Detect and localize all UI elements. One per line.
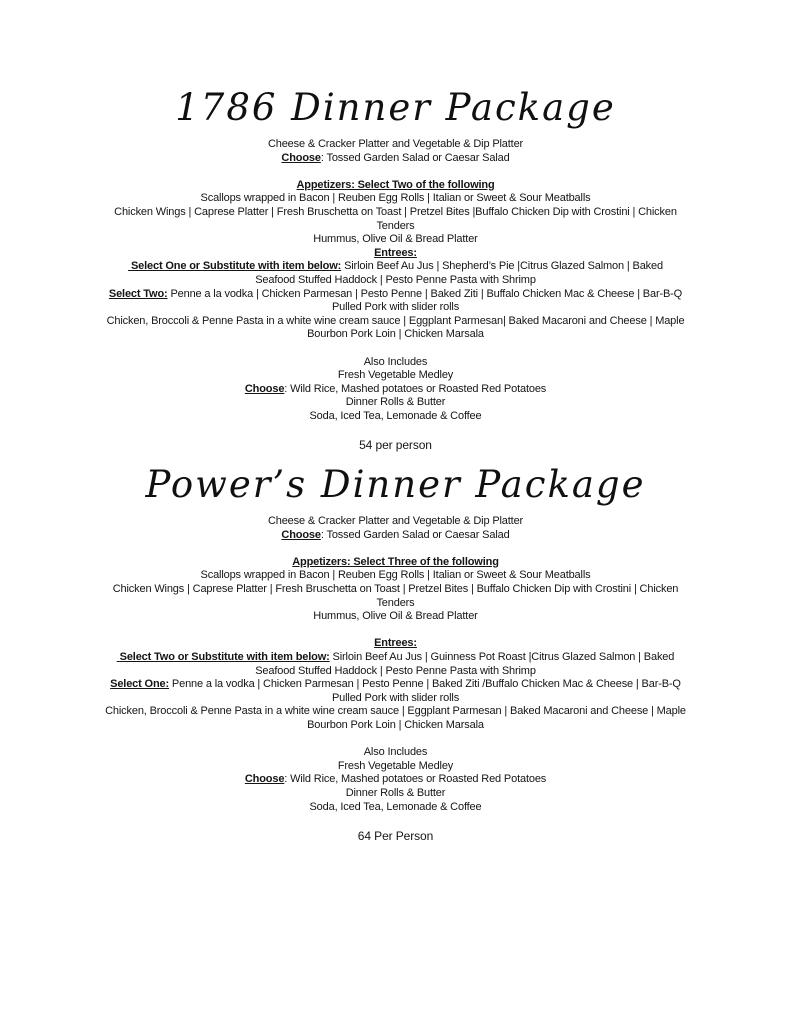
- menu-text: Soda, Iced Tea, Lemonade & Coffee: [309, 800, 482, 813]
- menu-line: [80, 315, 711, 329]
- menu-heading-text: Appetizers: Select Two of the following: [296, 178, 495, 191]
- menu-text: Seafood Stuffed Haddock | Pesto Penne Pasta with Shrimp: [255, 273, 536, 286]
- menu-line: [80, 369, 711, 383]
- menu-line: [80, 260, 711, 274]
- menu-heading-text: Select One:: [110, 678, 170, 691]
- menu-text: Also Includes: [363, 746, 428, 759]
- dinner-package: [80, 461, 711, 844]
- package-price: 64 Per Person: [357, 828, 434, 843]
- menu-line: [80, 247, 711, 261]
- menu-line: [80, 597, 711, 611]
- menu-line: [80, 288, 711, 302]
- menu-line: [80, 152, 711, 166]
- menu-line: [80, 356, 711, 370]
- blank-line: [80, 342, 711, 356]
- menu-text: Scallops wrapped in Bacon | Reuben Egg Rolls | Italian or Sweet & Sour Meatballs: [200, 569, 591, 582]
- menu-line: [80, 138, 711, 152]
- menu-heading-text: Entrees:: [374, 637, 417, 650]
- blank-line: [80, 165, 711, 179]
- menu-heading-text: Appetizers: Select Three of the following: [292, 555, 499, 568]
- menu-line: [80, 192, 711, 206]
- dinner-package: [80, 84, 711, 453]
- blank-line: [80, 542, 711, 556]
- menu-text: : Tossed Garden Salad or Caesar Salad: [320, 151, 510, 164]
- menu-line: [80, 583, 711, 597]
- menu-text: Scallops wrapped in Bacon | Reuben Egg Rolls | Italian or Sweet & Sour Meatballs: [200, 192, 591, 205]
- menu-line: [80, 637, 711, 651]
- menu-text: Seafood Stuffed Haddock | Pesto Penne Pasta with Shrimp: [255, 664, 536, 677]
- menu-text: Chicken, Broccoli & Penne Pasta in a white wine cream sauce | Eggplant Parmesan | Baked Macaroni and Cheese | Maple: [105, 705, 686, 718]
- menu-text: : Tossed Garden Salad or Caesar Salad: [320, 528, 510, 541]
- menu-line: [80, 220, 711, 234]
- menu-line: [80, 773, 711, 787]
- menu-text: Fresh Vegetable Medley: [337, 369, 454, 382]
- blank-line: [80, 733, 711, 747]
- menu-text: Dinner Rolls & Butter: [345, 396, 446, 409]
- menu-line: [80, 746, 711, 760]
- menu-text: Cheese & Cracker Platter and Vegetable & Dip Platter: [267, 515, 524, 528]
- menu-text: : Wild Rice, Mashed potatoes or Roasted Red Potatoes: [284, 773, 547, 786]
- menu-text: Sirloin Beef Au Jus | Shepherd’s Pie |Citrus Glazed Salmon | Baked: [341, 260, 663, 273]
- menu-line: [80, 705, 711, 719]
- package-title: Power’s Dinner Package: [145, 463, 646, 507]
- menu-text: Chicken Wings | Caprese Platter | Fresh Bruschetta on Toast | Pretzel Bites |Buffalo Chicken Dip with Crostini | Chicken: [114, 205, 677, 218]
- menu-line: [80, 383, 711, 397]
- menu-heading-text: Entrees:: [374, 246, 417, 259]
- package-price: 54 per person: [359, 438, 432, 453]
- menu-line: [80, 179, 711, 193]
- menu-text: Tenders: [376, 219, 415, 232]
- menu-text: Bourbon Pork Loin | Chicken Marsala: [307, 718, 484, 731]
- blank-line: [80, 814, 711, 828]
- menu-line: [80, 410, 711, 424]
- menu-line: [80, 233, 711, 247]
- package-title: 1786 Dinner Package: [175, 86, 616, 129]
- blank-line: [80, 423, 711, 437]
- menu-line: [80, 651, 711, 665]
- menu-line: [80, 692, 711, 706]
- menu-text: : Wild Rice, Mashed potatoes or Roasted Red Potatoes: [284, 382, 547, 395]
- menu-line: [80, 396, 711, 410]
- menu-heading-text: Select One or Substitute with item below:: [128, 260, 342, 273]
- menu-text: Dinner Rolls & Butter: [345, 786, 446, 799]
- menu-line: [80, 328, 711, 342]
- packages-container: [80, 84, 711, 844]
- menu-text: Fresh Vegetable Medley: [337, 759, 454, 772]
- menu-line: [80, 610, 711, 624]
- menu-text: Cheese & Cracker Platter and Vegetable & Dip Platter: [267, 138, 524, 150]
- menu-line: [80, 569, 711, 583]
- menu-heading-text: Choose: [244, 382, 285, 395]
- menu-text: Chicken Wings | Caprese Platter | Fresh Bruschetta on Toast | Pretzel Bites | Buffalo Chicken Dip with Crostini | Chicken: [112, 583, 679, 596]
- menu-text: Pulled Pork with slider rolls: [331, 691, 460, 704]
- menu-heading-text: Choose: [244, 773, 285, 786]
- menu-text: Also Includes: [363, 355, 428, 368]
- menu-text: Tenders: [376, 596, 415, 609]
- menu-line: [80, 301, 711, 315]
- menu-line: [80, 529, 711, 543]
- menu-line: [80, 515, 711, 529]
- menu-line: [80, 556, 711, 570]
- menu-text: Sirloin Beef Au Jus | Guinness Pot Roast |Citrus Glazed Salmon | Baked: [329, 651, 675, 663]
- menu-line: [80, 678, 711, 692]
- menu-text: Soda, Iced Tea, Lemonade & Coffee: [309, 409, 482, 422]
- menu-heading-text: Select Two:: [108, 287, 168, 300]
- menu-line: [80, 760, 711, 774]
- menu-line: [80, 787, 711, 801]
- menu-text: Penne a la vodka | Chicken Parmesan | Pesto Penne | Baked Ziti /Buffalo Chicken Mac & Cheese | Bar-B-Q: [169, 678, 681, 691]
- blank-line: [80, 624, 711, 638]
- menu-heading-text: Choose: [281, 528, 321, 541]
- menu-line: [80, 274, 711, 288]
- menu-line: [80, 801, 711, 815]
- menu-line: [80, 719, 711, 733]
- menu-text: Penne a la vodka | Chicken Parmesan | Pesto Penne | Baked Ziti | Buffalo Chicken Mac & Cheese | Bar-B-Q: [167, 287, 683, 300]
- menu-text: Hummus, Olive Oil & Bread Platter: [313, 233, 478, 246]
- menu-heading-text: Select Two or Substitute with item below:: [116, 651, 330, 663]
- menu-line: [80, 206, 711, 220]
- menu-text: Bourbon Pork Loin | Chicken Marsala: [307, 328, 484, 341]
- menu-heading-text: Choose: [281, 151, 321, 164]
- menu-text: Hummus, Olive Oil & Bread Platter: [313, 610, 478, 623]
- menu-text: Pulled Pork with slider rolls: [331, 301, 460, 314]
- menu-line: [80, 665, 711, 679]
- menu-text: Chicken, Broccoli & Penne Pasta in a white wine cream sauce | Eggplant Parmesan| Baked Macaroni and Cheese | Maple: [106, 314, 685, 327]
